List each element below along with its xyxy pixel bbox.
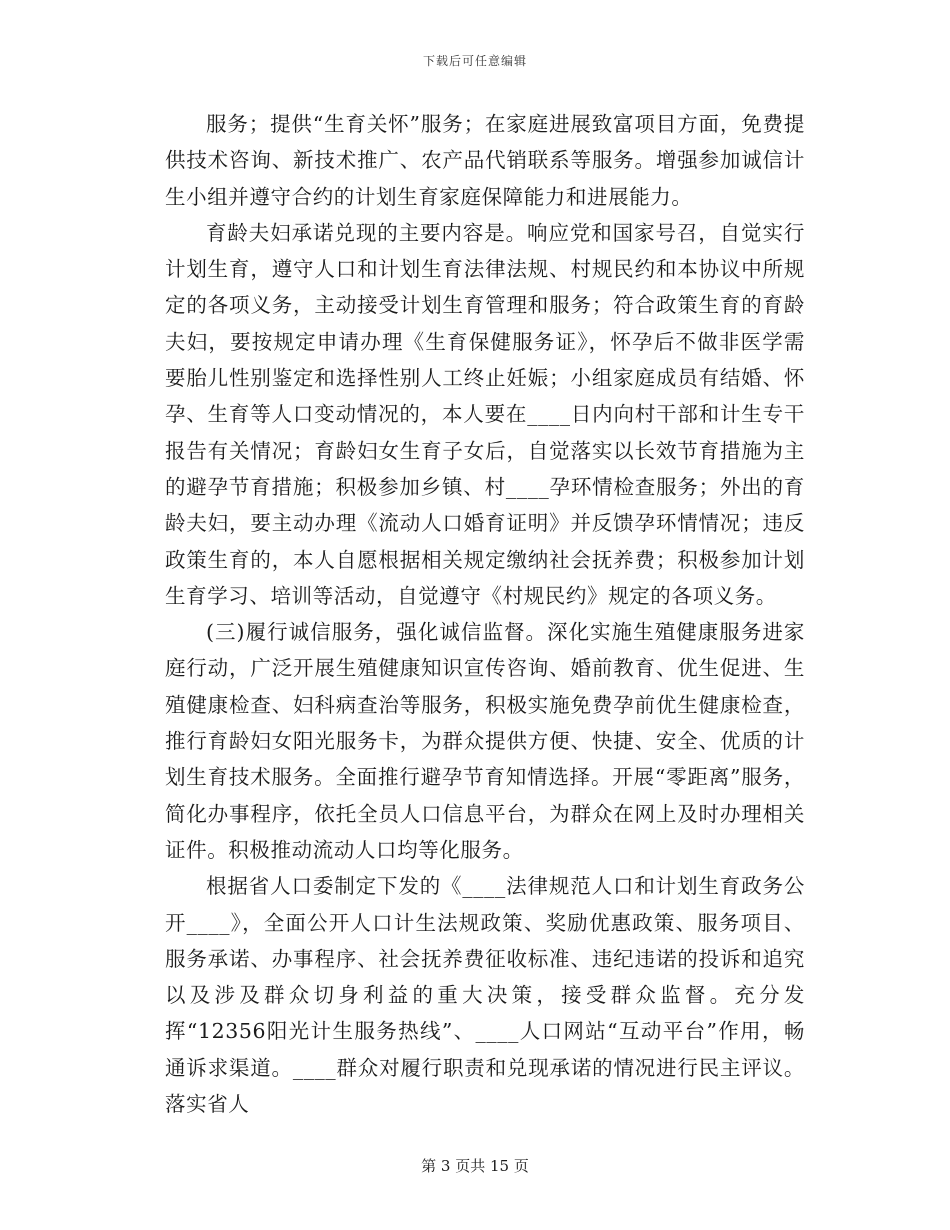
paragraph: (三)履行诚信服务，强化诚信监督。深化实施生殖健康服务进家庭行动，广泛开展生殖健康知识宣传咨询、婚前教育、优生促进、生殖健康检查、妇科病查治等服务，积极实施免费孕前优生健康检查，推行育龄妇女阳光服务卡，为群众提供方便、快捷、安全、优质的计划生育技术服务。全面推行避孕节育知情选择。开展“零距离”服务，简化办事程序，依托全员人口信息平台，为群众在网上及时办理相关证件。积极推动流动人口均等化服务。 [165,620,805,862]
page-header-note: 下载后可任意编辑 [422,54,527,68]
paragraph: 服务；提供“生育关怀”服务；在家庭进展致富项目方面，免费提供技术咨询、新技术推广、农产品代销联系等服务。增强参加诚信计生小组并遵守合约的计划生育家庭保障能力和进展能力。 [165,112,805,209]
paragraph: 根据省人口委制定下发的《____法律规范人口和计划生育政务公开____》，全面公开人口计生法规政策、奖励优惠政策、服务项目、服务承诺、办事程序、社会抚养费征收标准、违纪违诺的投诉和追究以及涉及群众切身利益的重大决策，接受群众监督。充分发挥“12356阳光计生服务热线”、____人口网站“互动平台”作用，畅通诉求渠道。____群众对履行职责和兑现承诺的情况进行民主评议。落实省人 [165,874,805,1117]
page-number: 第 3 页共 15 页 [421,1157,529,1175]
document-body [165,106,805,1122]
paragraph: 育龄夫妇承诺兑现的主要内容是。响应党和国家号召，自觉实行计划生育，遵守人口和计划生育法律法规、村规民约和本协议中所规定的各项义务，主动接受计划生育管理和服务；符合政策生育的育龄夫妇，要按规定申请办理《生育保健服务证》，怀孕后不做非医学需要胎儿性别鉴定和选择性别人工终止妊娠；小组家庭成员有结婚、怀孕、生育等人口变动情况的，本人要在____日内向村干部和计生专干报告有关情况；育龄妇女生育子女后，自觉落实以长效节育措施为主的避孕节育措施；积极参加乡镇、村____孕环情检查服务；外出的育龄夫妇，要主动办理《流动人口婚育证明》并反馈孕环情情况；违反政策生育的，本人自愿根据相关规定缴纳社会抚养费；积极参加计划生育学习、培训等活动，自觉遵守《村规民约》规定的各项义务。 [165,220,805,608]
